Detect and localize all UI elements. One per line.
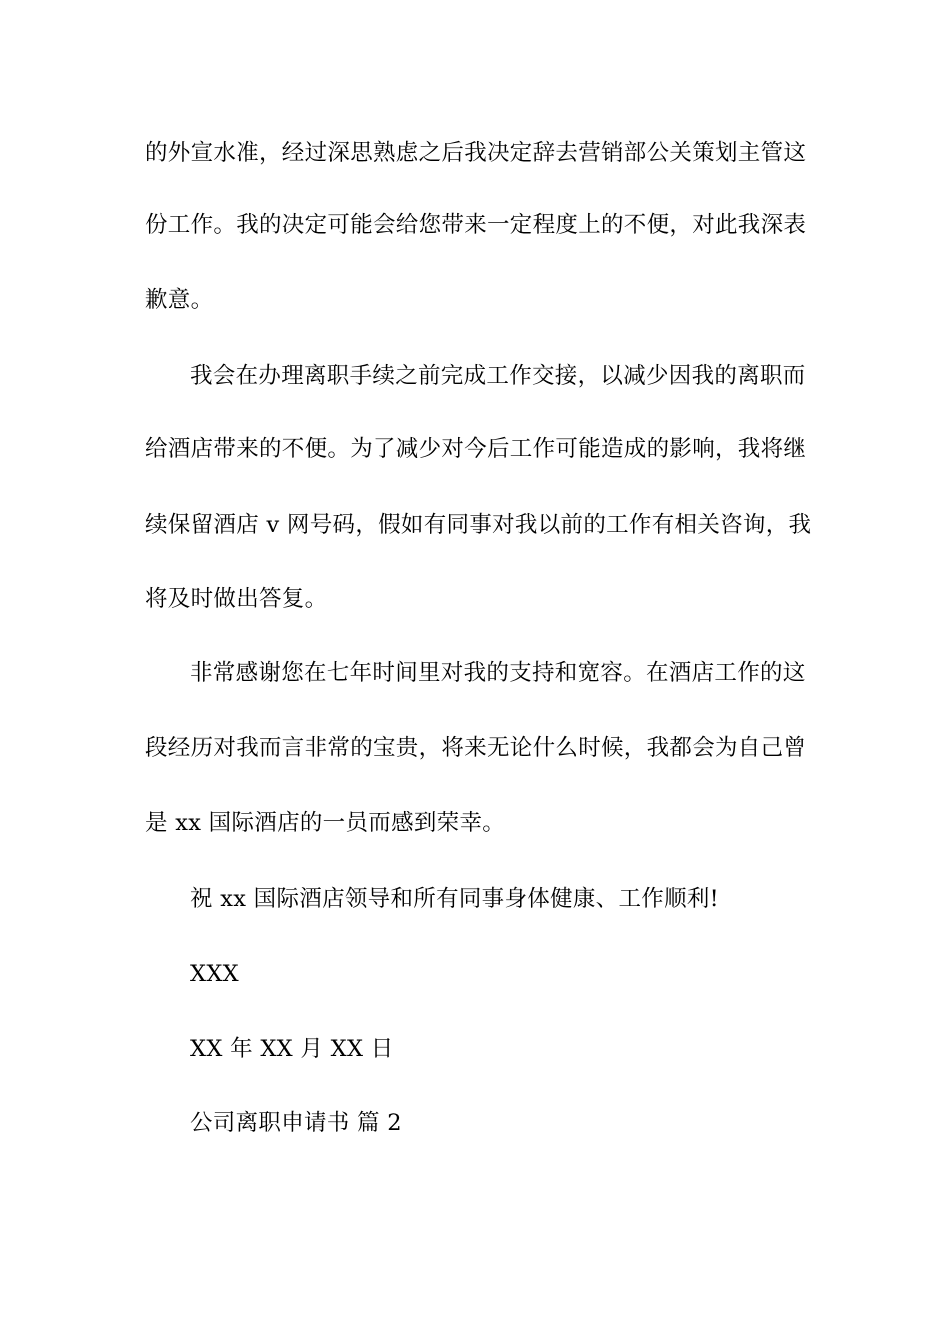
paragraph-line: 续保留酒店 v 网号码，假如有同事对我以前的工作有相关咨询，我 [145,512,812,538]
signature: XXX [190,961,239,987]
paragraph-line: 给酒店带来的不便。为了减少对今后工作可能造成的影响，我将继 [145,436,807,462]
section-title: 公司离职申请书 篇 2 [190,1110,402,1136]
date: XX 年 XX 月 XX 日 [190,1036,394,1062]
paragraph-line: 份工作。我的决定可能会给您带来一定程度上的不便，对此我深表 [145,212,807,238]
paragraph-line: 我会在办理离职手续之前完成工作交接，以减少因我的离职而 [190,363,806,389]
paragraph-line: 段经历对我而言非常的宝贵，将来无论什么时候，我都会为自己曾 [145,735,807,761]
paragraph-line: 的外宣水准，经过深思熟虑之后我决定辞去营销部公关策划主管这 [145,140,807,166]
closing-wish: 祝 xx 国际酒店领导和所有同事身体健康、工作顺利! [190,886,720,912]
paragraph-line: 歉意。 [145,287,214,313]
paragraph-line: 非常感谢您在七年时间里对我的支持和宽容。在酒店工作的这 [190,660,806,686]
paragraph-line: 将及时做出答复。 [145,586,328,612]
paragraph-line: 是 xx 国际酒店的一员而感到荣幸。 [145,810,506,836]
